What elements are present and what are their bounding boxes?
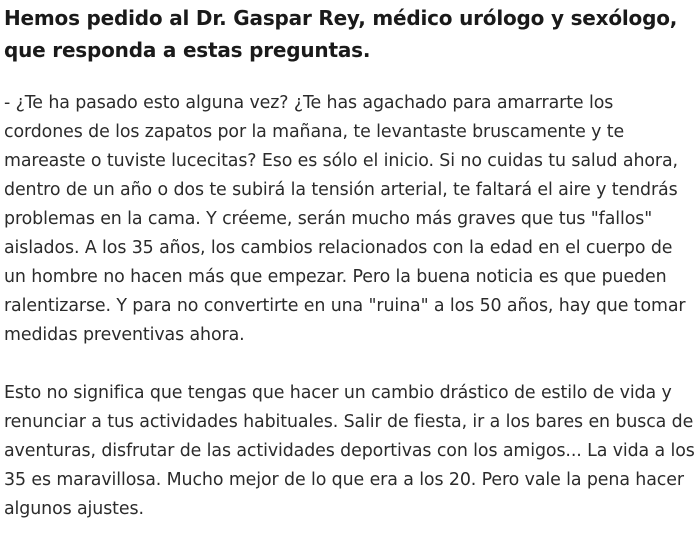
article-paragraph-lifestyle: Esto no significa que tengas que hacer un cambio drástico de estilo de vida y renunciar a tus actividades habituales. Salir de fiesta, ir a los bares en busca de aventuras, disfrutar de las actividades deportivas con los amigos... La vida a los 35 es maravillosa. Mucho mejor de lo que era a los 20. Pero vale la pena hacer algunos ajustes. (4, 383, 695, 519)
article-heading: Hemos pedido al Dr. Gaspar Rey, médico urólogo y sexólogo, que responda a estas preguntas. (4, 6, 678, 62)
article (4, 2, 696, 524)
article-paragraph-intro: - ¿Te ha pasado esto alguna vez? ¿Te has agachado para amarrarte los cordones de los zapatos por la mañana, te levantaste bruscamente y te mareaste o tuviste lucecitas? Eso es sólo el inicio. Si no cuidas tu salud ahora, dentro de un año o dos te subirá la tensión arterial, te faltará el aire y tendrás problemas en la cama. Y créeme, serán mucho más graves que tus "fallos" aislados. A los 35 años, los cambios relacionados con la edad en el cuerpo de un hombre no hacen más que empezar. Pero la buena noticia es que pueden ralentizarse. Y para no convertirte en una "ruina" a los 50 años, hay que tomar medidas preventivas ahora. (4, 93, 686, 345)
